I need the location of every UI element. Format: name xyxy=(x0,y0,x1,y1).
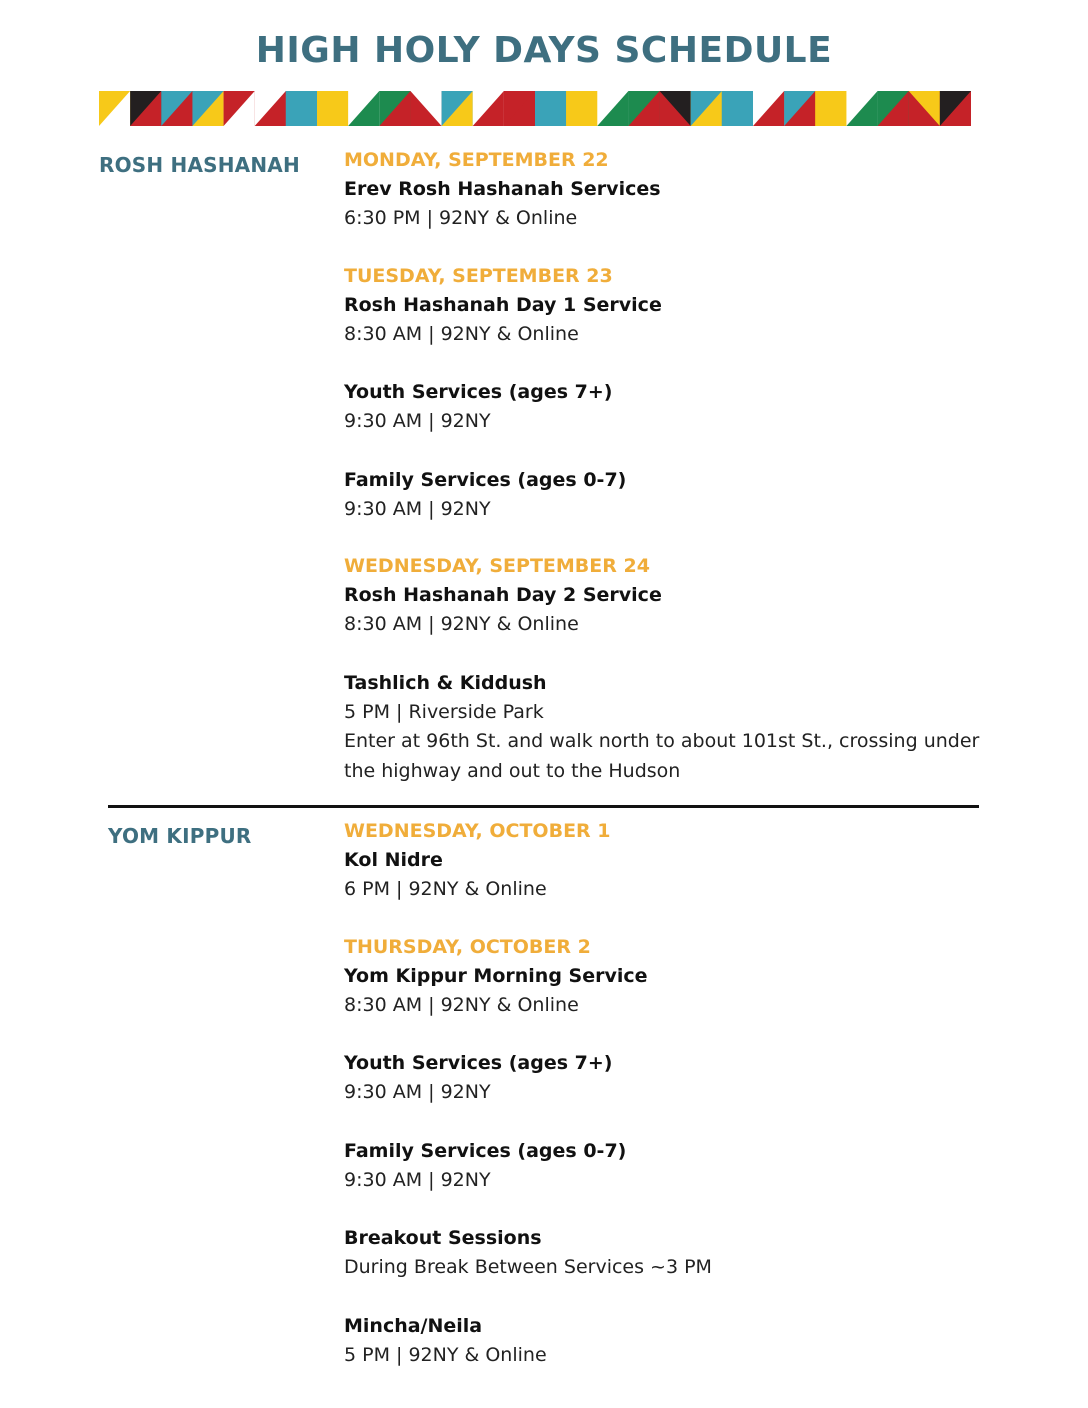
day-header: TUESDAY, SEPTEMBER 23 xyxy=(344,264,613,287)
event-item xyxy=(344,378,984,437)
event-title: Yom Kippur Morning Service xyxy=(344,964,648,987)
section-label: ROSH HASHANAH xyxy=(99,153,300,177)
event-detail: 8:30 AM | 92NY & Online xyxy=(344,993,579,1016)
event-item xyxy=(344,1224,984,1283)
event-item xyxy=(344,1137,984,1196)
day-group xyxy=(344,146,984,234)
day-group xyxy=(344,933,984,1371)
event-item xyxy=(344,1049,984,1108)
section-divider xyxy=(108,805,979,808)
event-item xyxy=(344,1312,984,1371)
event-item xyxy=(344,466,984,525)
event-title: Rosh Hashanah Day 1 Service xyxy=(344,293,662,316)
day-header: THURSDAY, OCTOBER 2 xyxy=(344,935,591,958)
event-item xyxy=(344,291,984,350)
event-title: Rosh Hashanah Day 2 Service xyxy=(344,584,662,606)
day-group xyxy=(344,552,984,786)
decorative-pattern-band xyxy=(99,91,971,126)
event-title: Kol Nidre xyxy=(344,849,443,871)
day-header: WEDNESDAY, SEPTEMBER 24 xyxy=(344,555,650,577)
section-label: YOM KIPPUR xyxy=(108,824,252,848)
event-detail: 6 PM | 92NY & Online xyxy=(344,878,547,900)
event-detail: 8:30 AM | 92NY & Online xyxy=(344,613,579,635)
day-group xyxy=(344,817,984,905)
event-detail: 5 PM | 92NY & Online xyxy=(344,1343,547,1366)
event-title: Family Services (ages 0-7) xyxy=(344,468,627,491)
event-title: Erev Rosh Hashanah Services xyxy=(344,178,661,200)
event-item xyxy=(344,962,984,1021)
event-detail: 5 PM | Riverside Park xyxy=(344,700,544,723)
events-list xyxy=(344,146,984,814)
event-title: Youth Services (ages 7+) xyxy=(344,381,613,403)
event-item xyxy=(344,581,984,640)
events-list xyxy=(344,817,984,1398)
event-item xyxy=(344,175,984,234)
event-item xyxy=(344,669,984,787)
event-title: Breakout Sessions xyxy=(344,1227,542,1249)
day-header: WEDNESDAY, OCTOBER 1 xyxy=(344,820,611,842)
event-directions: Enter at 96th St. and walk north to about 101st St., crossing under the highway and out to the Hudson xyxy=(344,730,980,782)
day-group xyxy=(344,262,984,525)
event-detail: 9:30 AM | 92NY xyxy=(344,1168,491,1191)
event-detail: 9:30 AM | 92NY xyxy=(344,410,491,432)
event-detail: During Break Between Services ~3 PM xyxy=(344,1256,712,1278)
event-title: Youth Services (ages 7+) xyxy=(344,1052,613,1074)
event-detail: 8:30 AM | 92NY & Online xyxy=(344,322,579,345)
event-detail: 9:30 AM | 92NY xyxy=(344,497,491,520)
event-item xyxy=(344,846,984,905)
event-title: Mincha/Neila xyxy=(344,1314,483,1337)
event-detail: 9:30 AM | 92NY xyxy=(344,1081,491,1103)
page-title: HIGH HOLY DAYS SCHEDULE xyxy=(255,30,833,71)
event-detail: 6:30 PM | 92NY & Online xyxy=(344,207,578,229)
day-header: MONDAY, SEPTEMBER 22 xyxy=(344,149,609,171)
event-title: Family Services (ages 0-7) xyxy=(344,1139,627,1162)
event-title: Tashlich & Kiddush xyxy=(344,671,547,694)
